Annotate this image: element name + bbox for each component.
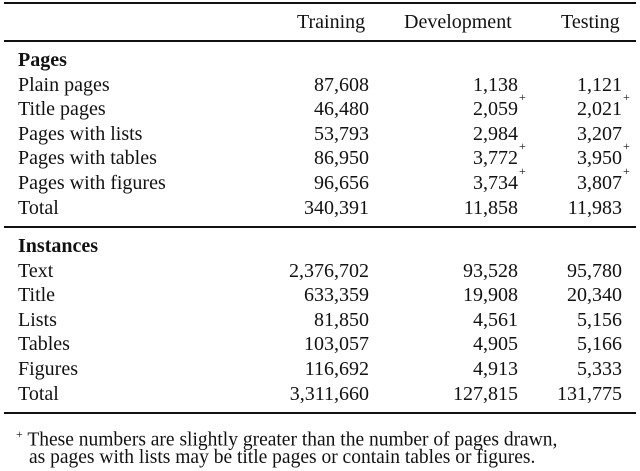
cell-value: 5,333	[577, 358, 622, 380]
table-row	[0, 139, 640, 170]
table-row	[0, 382, 640, 406]
cell-value: 4,913	[473, 358, 518, 380]
cell-training	[290, 382, 369, 406]
cell-training	[304, 283, 369, 307]
row-label: Figures	[18, 358, 78, 380]
cell-training	[289, 259, 369, 283]
cell-development	[473, 308, 518, 332]
cell-value: 2,021	[577, 98, 622, 121]
cell-development	[463, 283, 518, 307]
cell-training	[314, 73, 369, 97]
cell-testing	[577, 308, 622, 332]
section-title: Instances	[18, 235, 99, 257]
cell-value: 1,138	[473, 73, 518, 96]
cell-value: 3,207	[577, 122, 622, 145]
cell-testing	[577, 122, 622, 146]
section-title: Pages	[18, 49, 67, 71]
table-row	[0, 196, 640, 220]
cell-value: 46,480	[314, 98, 369, 121]
cell-value: 19,908	[463, 284, 518, 307]
cell-value: 4,905	[473, 333, 518, 356]
cell-value: 5,166	[577, 333, 622, 356]
footnote-marker: +	[519, 164, 526, 178]
cell-training	[314, 171, 369, 195]
row-label: Total	[18, 196, 59, 219]
cell-value: 20,340	[567, 284, 622, 307]
cell-training	[314, 97, 369, 121]
cell-training	[314, 308, 369, 332]
table-row	[0, 259, 640, 283]
cell-development	[473, 73, 518, 97]
bottom-rule	[4, 412, 636, 414]
table-row	[0, 73, 640, 97]
cell-development	[464, 196, 518, 220]
cell-value: 2,984	[473, 122, 518, 145]
cell-value: 116,692	[304, 358, 369, 380]
cell-development	[453, 382, 518, 406]
column-header-training: Training	[297, 11, 366, 33]
table-row	[0, 122, 640, 146]
footnote-mark: +	[16, 427, 23, 441]
table-row	[0, 283, 640, 307]
cell-value: 5,156	[577, 308, 622, 331]
cell-value: 3,311,660	[289, 382, 369, 405]
cell-value: 1,121	[577, 73, 622, 96]
cell-value: 2,376,702	[289, 259, 369, 282]
row-label: Text	[18, 259, 54, 282]
cell-value: 2,059	[473, 98, 518, 121]
row-label: Title pages	[18, 98, 106, 121]
cell-value: 86,950	[314, 147, 369, 170]
cell-value: 81,850	[314, 308, 369, 331]
footnote-marker: +	[519, 139, 526, 154]
cell-development	[473, 332, 518, 356]
section-rule	[4, 226, 636, 228]
footnote-marker: +	[519, 90, 526, 105]
cell-development	[473, 164, 526, 195]
cell-value: 96,656	[314, 172, 369, 194]
cell-training	[304, 332, 369, 356]
cell-value: 3,950	[577, 147, 622, 170]
footnote-marker: +	[623, 139, 630, 154]
cell-value: 3,807	[577, 172, 622, 194]
cell-training	[304, 196, 369, 220]
top-rule	[4, 2, 636, 4]
cell-value: 4,561	[473, 308, 518, 331]
section-heading-row	[0, 234, 640, 258]
cell-value: 11,858	[463, 196, 518, 219]
footnote-line-2: as pages with lists may be title pages or contain tables or figures.	[29, 447, 536, 468]
table-row	[0, 90, 640, 121]
row-label: Total	[18, 382, 59, 405]
table-row	[0, 332, 640, 356]
cell-value: 3,772	[473, 147, 518, 170]
cell-testing	[577, 73, 622, 97]
row-label: Pages with lists	[18, 122, 143, 145]
column-header-testing: Testing	[561, 11, 620, 33]
cell-value: 633,359	[304, 284, 369, 307]
row-label: Plain pages	[18, 73, 110, 96]
cell-testing	[557, 382, 622, 406]
cell-testing	[577, 164, 630, 195]
cell-training	[314, 122, 369, 146]
cell-value: 93,528	[463, 259, 518, 282]
row-label: Tables	[18, 333, 70, 356]
cell-development	[463, 259, 518, 283]
cell-development	[473, 357, 518, 381]
row-label: Pages with tables	[18, 147, 157, 170]
cell-development	[473, 90, 526, 121]
cell-value: 340,391	[304, 196, 369, 219]
cell-training	[305, 357, 369, 381]
cell-value: 3,734	[473, 172, 518, 194]
row-label: Lists	[18, 308, 57, 331]
cell-value: 131,775	[557, 382, 622, 405]
section-heading-row	[0, 48, 640, 72]
cell-training	[314, 146, 369, 170]
cell-value: 103,057	[304, 333, 369, 356]
cell-value: 127,815	[453, 382, 518, 405]
cell-testing	[568, 196, 622, 220]
row-label: Title	[18, 284, 56, 307]
table-row	[0, 308, 640, 332]
column-header-development: Development	[404, 11, 512, 33]
row-label: Pages with figures	[18, 172, 166, 194]
cell-development	[473, 122, 518, 146]
cell-testing	[577, 332, 622, 356]
table-row	[0, 164, 640, 195]
cell-development	[473, 139, 526, 170]
cell-value: 95,780	[567, 259, 622, 282]
cell-value: 87,608	[314, 73, 369, 96]
cell-testing	[577, 357, 622, 381]
header-rule	[4, 40, 636, 42]
footnote-line-1: These numbers are slightly greater than the number of pages drawn,	[27, 429, 558, 451]
cell-value: 11,983	[567, 196, 622, 219]
cell-testing	[567, 283, 622, 307]
cell-testing	[567, 259, 622, 283]
table-row	[0, 357, 640, 381]
cell-testing	[577, 90, 630, 121]
cell-testing	[577, 139, 630, 170]
cell-value: 53,793	[314, 122, 369, 145]
footnote-marker: +	[623, 90, 630, 105]
footnote-marker: +	[623, 164, 630, 178]
